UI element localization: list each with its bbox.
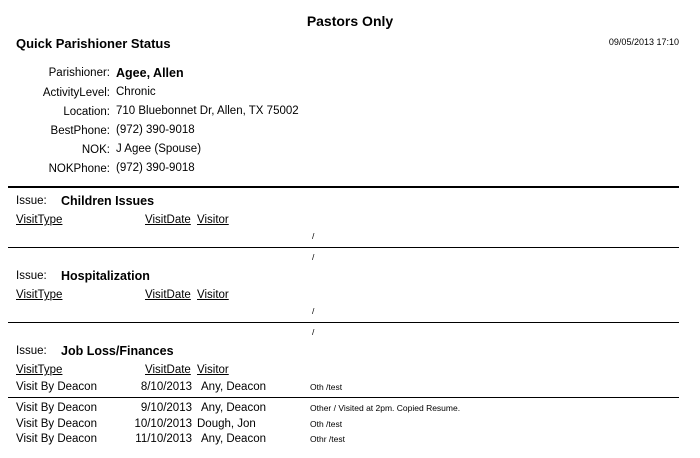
nok-phone-value: (972) 390-9018 [116,162,195,174]
visit-date: 8/10/2013 [140,381,192,393]
col-visitor: Visitor [197,214,229,226]
location-value: 710 Bluebonnet Dr, Allen, TX 75002 [116,105,299,117]
visitor: Any, Deacon [201,402,266,414]
visit-date: 9/10/2013 [140,402,192,414]
col-visit-type: VisitType [16,289,63,301]
visit-note: Oth /test [310,419,343,429]
visit-note: Othr /test [310,434,345,444]
activity-level-value: Chronic [116,86,156,98]
visit-note: / [312,327,315,337]
row-divider [8,247,679,248]
visit-date: 11/10/2013 [135,433,192,445]
nok-value: J Agee (Spouse) [116,143,202,155]
visit-date: 10/10/2013 [134,418,192,430]
visit-note: / [312,252,315,262]
visit-note: Other / Visited at 2pm. Copied Resume. [310,403,461,413]
report-timestamp: 09/05/2013 17:10 [608,37,679,47]
visit-note: / [312,306,315,316]
col-visitor: Visitor [197,289,229,301]
issue-label: Issue: [16,345,47,357]
parishioner-label: Parishioner: [48,67,110,79]
visit-note: Oth /test [310,382,343,392]
nok-label: NOK: [81,144,110,156]
parishioner-name: Agee, Allen [116,66,184,80]
visit-note: / [312,231,315,241]
col-visit-date: VisitDate [145,364,191,376]
visit-type: Visit By Deacon [16,433,97,445]
issue-name: Job Loss/Finances [61,344,174,358]
best-phone-label: BestPhone: [50,125,110,137]
row-divider [8,322,679,323]
section-divider [8,186,679,188]
visit-type: Visit By Deacon [16,381,97,393]
location-label: Location: [63,106,110,118]
col-visitor: Visitor [197,364,229,376]
activity-level-label: ActivityLevel: [42,87,110,99]
issue-label: Issue: [16,270,47,282]
col-visit-type: VisitType [16,364,63,376]
report-title: Pastors Only [306,13,394,29]
visitor: Dough, Jon [197,418,256,430]
col-visit-date: VisitDate [145,289,191,301]
report-subtitle: Quick Parishioner Status [16,36,171,51]
row-divider [8,397,679,398]
col-visit-date: VisitDate [145,214,191,226]
visitor: Any, Deacon [201,381,266,393]
visitor: Any, Deacon [201,433,266,445]
issue-name: Children Issues [61,194,155,208]
issue-name: Hospitalization [61,269,150,283]
best-phone-value: (972) 390-9018 [116,124,195,136]
visit-type: Visit By Deacon [16,418,97,430]
col-visit-type: VisitType [16,214,63,226]
issue-label: Issue: [16,195,47,207]
visit-type: Visit By Deacon [16,402,97,414]
nok-phone-label: NOKPhone: [48,163,110,175]
